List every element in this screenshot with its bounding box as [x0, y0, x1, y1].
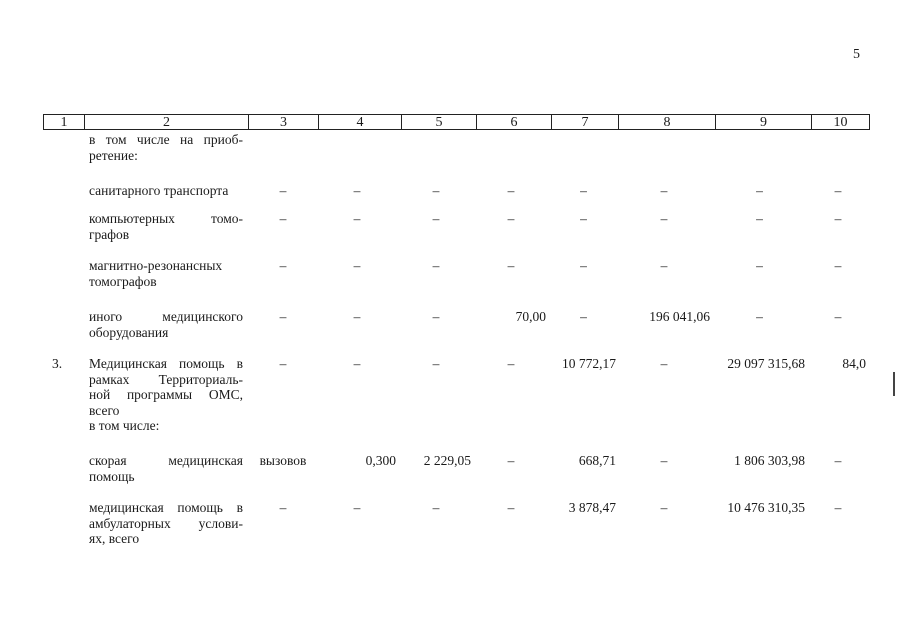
row-description: [89, 258, 243, 289]
description-line: всего: [89, 402, 120, 418]
description-line: ях, всего: [89, 531, 140, 546]
description-line: скорая медицинская: [89, 453, 243, 468]
cell-c10: 84,0: [842, 356, 866, 371]
cell-c5: –: [432, 211, 440, 226]
cell-c8: –: [660, 453, 668, 468]
cell-c9: –: [756, 309, 763, 324]
description-line: графов: [89, 226, 130, 242]
description-line: оборудования: [89, 324, 169, 340]
cell-c4: 0,300: [365, 453, 396, 468]
cell-unit: вызовов: [259, 453, 307, 468]
cell-c10: –: [834, 500, 842, 515]
header-cell-9: 9: [716, 115, 812, 129]
cell-unit: –: [279, 500, 287, 515]
description-line: в том числе на приоб-: [89, 132, 243, 147]
cell-c9: –: [756, 211, 763, 226]
cell-c5: –: [432, 356, 440, 371]
cell-c8: –: [660, 211, 668, 226]
page-number: 5: [853, 47, 860, 62]
header-cell-1: 1: [44, 115, 85, 129]
cell-c9: 29 097 315,68: [727, 356, 805, 371]
cell-c4: –: [353, 211, 361, 226]
description-line: Медицинская помощь в: [89, 356, 243, 371]
cell-c7: 668,71: [578, 453, 616, 468]
cell-c4: –: [353, 258, 361, 273]
cell-c4: –: [353, 356, 361, 371]
row-description: [89, 500, 243, 547]
cell-c6: –: [507, 453, 515, 468]
cell-c5: –: [432, 183, 440, 198]
description-line: медицинская помощь в: [89, 500, 243, 515]
description-line: магнитно-резонансных: [89, 258, 223, 273]
row-description: [89, 211, 243, 242]
cell-c6: –: [507, 211, 515, 226]
cell-c9: –: [756, 258, 763, 273]
cell-c10: –: [834, 183, 842, 198]
header-cell-7: 7: [552, 115, 619, 129]
cell-unit: –: [279, 211, 287, 226]
cell-c9: 10 476 310,35: [727, 500, 805, 515]
cell-c10: –: [834, 309, 842, 324]
cell-num: 3.: [52, 356, 63, 371]
description-line: помощь: [89, 468, 135, 484]
header-cell-4: 4: [319, 115, 402, 129]
cell-c6: –: [507, 356, 515, 371]
scan-margin-mark: [893, 372, 895, 396]
cell-c4: –: [353, 309, 361, 324]
row-description: [89, 453, 243, 484]
cell-c8: –: [660, 500, 668, 515]
cell-c8: –: [660, 258, 668, 273]
cell-c7: 10 772,17: [562, 356, 616, 371]
row-description: [89, 132, 243, 163]
cell-c6: –: [507, 500, 515, 515]
description-line: иного медицинского: [89, 309, 243, 324]
cell-c6: –: [507, 183, 515, 198]
cell-c4: –: [353, 500, 361, 515]
cell-c8: 196 041,06: [649, 309, 710, 324]
cell-c7: 3 878,47: [568, 500, 616, 515]
cell-c10: –: [834, 211, 842, 226]
cell-c8: –: [660, 356, 668, 371]
cell-c6: –: [507, 258, 515, 273]
description-line: ной программы ОМС,: [89, 387, 243, 402]
description-line: компьютерных томо-: [89, 211, 243, 226]
cell-c5: –: [432, 258, 440, 273]
cell-c7: –: [580, 211, 587, 226]
header-cell-2: 2: [85, 115, 249, 129]
description-line: томографов: [89, 273, 157, 289]
cell-c7: –: [580, 183, 587, 198]
cell-c6: 70,00: [515, 309, 546, 324]
description-line: ретение:: [89, 147, 138, 163]
row-description: [89, 356, 243, 434]
cell-c7: –: [580, 258, 587, 273]
cell-c10: –: [834, 258, 842, 273]
cell-unit: –: [279, 356, 287, 371]
header-cell-3: 3: [249, 115, 319, 129]
cell-unit: –: [279, 258, 287, 273]
description-line: санитарного транспорта: [89, 183, 229, 198]
description-line: в том числе:: [89, 418, 160, 433]
description-line: амбулаторных услови-: [89, 515, 243, 531]
cell-c5: –: [432, 309, 440, 324]
cell-c10: –: [834, 453, 842, 468]
cell-c5: –: [432, 500, 440, 515]
cell-c9: –: [756, 183, 763, 198]
cell-unit: –: [279, 309, 287, 324]
header-cell-10: 10: [833, 115, 848, 130]
description-line: рамках Территориаль-: [89, 371, 243, 387]
cell-c8: –: [660, 183, 668, 198]
cell-unit: –: [279, 183, 287, 198]
cell-c5: 2 229,05: [423, 453, 471, 468]
header-cell-6: 6: [477, 115, 552, 129]
header-cell-8: 8: [619, 115, 716, 129]
cell-c4: –: [353, 183, 361, 198]
cell-c7: –: [580, 309, 587, 324]
header-cell-5: 5: [402, 115, 477, 129]
row-description: [89, 309, 243, 340]
row-description: [89, 183, 243, 199]
cell-c9: 1 806 303,98: [734, 453, 805, 468]
table-header: [43, 114, 870, 130]
